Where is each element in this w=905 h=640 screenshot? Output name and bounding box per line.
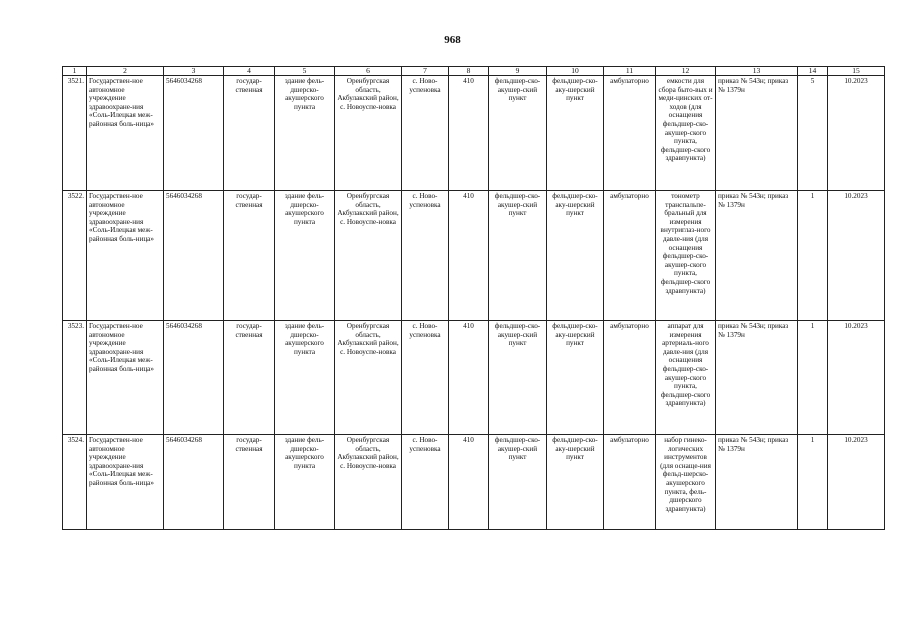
- row-number: 3524.: [63, 435, 87, 530]
- col-header: 4: [224, 67, 275, 76]
- subunit-cell: фельдшер-ско-аку-шерский пункт: [547, 191, 604, 321]
- unit-cell: фельдшер-ско-акушер-ский пункт: [489, 321, 547, 435]
- col-header: 1: [63, 67, 87, 76]
- quantity-cell: 1: [798, 191, 828, 321]
- care-type-cell: амбулаторно: [604, 191, 656, 321]
- organization-cell: Государствен-ное автономное учреждение здравоохране-ния «Соль-Илецкая меж-районная боль-ница»: [87, 191, 164, 321]
- care-type-cell: амбулаторно: [604, 435, 656, 530]
- order-cell: приказ № 543н; приказ № 1379н: [716, 191, 798, 321]
- quantity-cell: 1: [798, 435, 828, 530]
- code-cell: 410: [449, 76, 489, 191]
- building-cell: здание фель-дшерско-акушерского пункта: [275, 191, 335, 321]
- table-row: [63, 321, 885, 435]
- organization-cell: Государствен-ное автономное учреждение здравоохране-ния «Соль-Илецкая меж-районная боль-ница»: [87, 76, 164, 191]
- equipment-cell: аппарат для измерения артериаль-ного давле-ния (для оснащения фельдшер-ско-акушер-ского пункта, фельдшер-ского здравпункта): [656, 321, 716, 435]
- ownership-cell: государ-ственная: [224, 191, 275, 321]
- equipment-cell: тонометр транспальпе-бральный для измерения внутриглаз-ного давле-ния (для оснащения фельдшер-ско-акушер-ского пункта, фельдшер-ского здравпункта): [656, 191, 716, 321]
- col-header: 11: [604, 67, 656, 76]
- settlement-cell: с. Ново-успеновка: [402, 435, 449, 530]
- equipment-cell: емкости для сбора быто-вых и меди-цинских от-ходов (для оснащения фельдшер-ско-акушер-ского пункта, фельдшер-ского здравпункта): [656, 76, 716, 191]
- unit-cell: фельдшер-ско-акушер-ский пункт: [489, 435, 547, 530]
- code-cell: 410: [449, 435, 489, 530]
- subunit-cell: фельдшер-ско-аку-шерский пункт: [547, 76, 604, 191]
- inn-cell: 5646034268: [164, 321, 224, 435]
- row-number: 3523.: [63, 321, 87, 435]
- building-cell: здание фель-дшерско-акушерского пункта: [275, 435, 335, 530]
- inn-cell: 5646034268: [164, 191, 224, 321]
- organization-cell: Государствен-ное автономное учреждение здравоохране-ния «Соль-Илецкая меж-районная боль-ница»: [87, 435, 164, 530]
- quantity-cell: 5: [798, 76, 828, 191]
- row-number: 3521.: [63, 76, 87, 191]
- col-header: 5: [275, 67, 335, 76]
- date-cell: 10.2023: [828, 435, 885, 530]
- equipment-cell: набор гинеко-логических инструментов (для оснаще-ния фельд-шерско-акушерского пункта, фель-дшерского здравпункта): [656, 435, 716, 530]
- region-cell: Оренбургская область, Акбулакский район, с. Новоуспе-новка: [335, 76, 402, 191]
- order-cell: приказ № 543н; приказ № 1379н: [716, 321, 798, 435]
- col-header: 9: [489, 67, 547, 76]
- unit-cell: фельдшер-ско-акушер-ский пункт: [489, 191, 547, 321]
- settlement-cell: с. Ново-успеновка: [402, 76, 449, 191]
- subunit-cell: фельдшер-ско-аку-шерский пункт: [547, 321, 604, 435]
- unit-cell: фельдшер-ско-акушер-ский пункт: [489, 76, 547, 191]
- care-type-cell: амбулаторно: [604, 76, 656, 191]
- row-number: 3522.: [63, 191, 87, 321]
- col-header: 14: [798, 67, 828, 76]
- quantity-cell: 1: [798, 321, 828, 435]
- settlement-cell: с. Ново-успеновка: [402, 191, 449, 321]
- col-header: 3: [164, 67, 224, 76]
- region-cell: Оренбургская область, Акбулакский район, с. Новоуспе-новка: [335, 435, 402, 530]
- col-header: 15: [828, 67, 885, 76]
- ownership-cell: государ-ственная: [224, 76, 275, 191]
- col-header: 2: [87, 67, 164, 76]
- inn-cell: 5646034268: [164, 435, 224, 530]
- col-header: 12: [656, 67, 716, 76]
- subunit-cell: фельдшер-ско-аку-шерский пункт: [547, 435, 604, 530]
- table-row: [63, 435, 885, 530]
- organization-cell: Государствен-ное автономное учреждение здравоохране-ния «Соль-Илецкая меж-районная боль-ница»: [87, 321, 164, 435]
- table-row: [63, 191, 885, 321]
- date-cell: 10.2023: [828, 191, 885, 321]
- ownership-cell: государ-ственная: [224, 435, 275, 530]
- registry-table: [62, 66, 885, 530]
- date-cell: 10.2023: [828, 321, 885, 435]
- settlement-cell: с. Ново-успеновка: [402, 321, 449, 435]
- col-header: 13: [716, 67, 798, 76]
- date-cell: 10.2023: [828, 76, 885, 191]
- header-row: [63, 67, 885, 76]
- code-cell: 410: [449, 191, 489, 321]
- table-row: [63, 76, 885, 191]
- ownership-cell: государ-ственная: [224, 321, 275, 435]
- order-cell: приказ № 543н; приказ № 1379н: [716, 435, 798, 530]
- col-header: 6: [335, 67, 402, 76]
- inn-cell: 5646034268: [164, 76, 224, 191]
- building-cell: здание фель-дшерско-акушерского пункта: [275, 76, 335, 191]
- order-cell: приказ № 543н; приказ № 1379н: [716, 76, 798, 191]
- region-cell: Оренбургская область, Акбулакский район, с. Новоуспе-новка: [335, 191, 402, 321]
- care-type-cell: амбулаторно: [604, 321, 656, 435]
- building-cell: здание фель-дшерско-акушерского пункта: [275, 321, 335, 435]
- page-number: 968: [444, 34, 461, 46]
- col-header: 7: [402, 67, 449, 76]
- region-cell: Оренбургская область, Акбулакский район, с. Новоуспе-новка: [335, 321, 402, 435]
- col-header: 10: [547, 67, 604, 76]
- col-header: 8: [449, 67, 489, 76]
- code-cell: 410: [449, 321, 489, 435]
